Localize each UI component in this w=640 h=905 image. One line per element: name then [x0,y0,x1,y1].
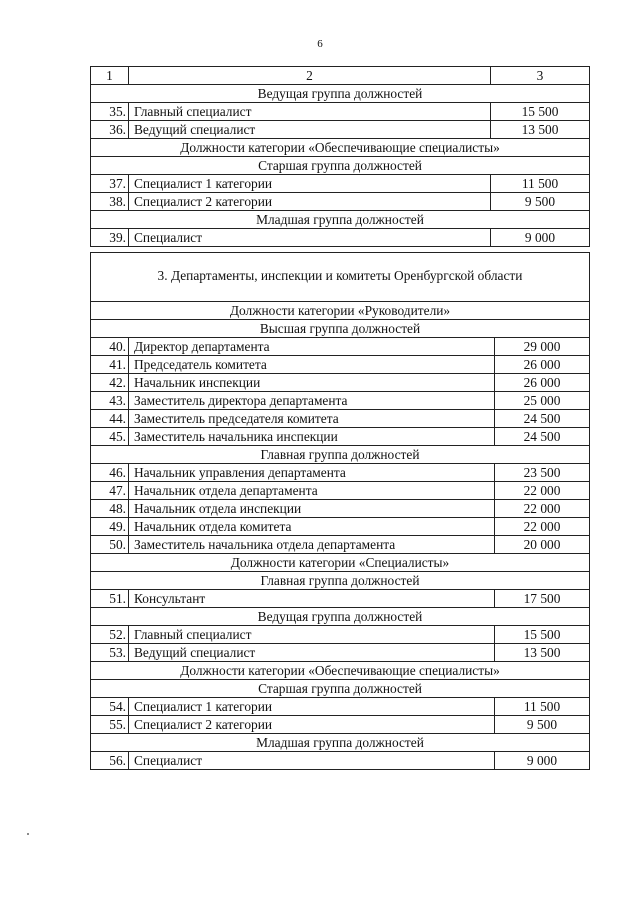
scan-speck [27,833,29,835]
salary-amount: 9 000 [491,229,590,247]
salary-amount: 11 500 [491,175,590,193]
row-number: 46. [91,464,129,482]
salary-amount: 15 500 [491,103,590,121]
group-heading: Ведущая группа должностей [91,608,590,626]
section-title: 3. Департаменты, инспекции и комитеты Оренбургской области [91,253,590,299]
departments-salary-table [90,252,590,770]
position-row [91,500,590,518]
row-number: 39. [91,229,129,247]
row-number: 45. [91,428,129,446]
position-row [91,103,590,121]
position-name: Ведущий специалист [129,644,495,662]
group-heading: Старшая группа должностей [91,680,590,698]
salary-amount: 26 000 [495,356,590,374]
position-row [91,536,590,554]
salary-amount: 29 000 [495,338,590,356]
group-heading: Должности категории «Специалисты» [91,554,590,572]
page-number: 6 [317,38,323,50]
group-heading-row [91,139,590,157]
position-name: Главный специалист [129,626,495,644]
section-title-row [91,253,590,299]
row-number: 40. [91,338,129,356]
salary-amount: 11 500 [495,698,590,716]
position-name: Директор департамента [129,338,495,356]
row-number: 43. [91,392,129,410]
position-name: Начальник отдела комитета [129,518,495,536]
group-heading: Главная группа должностей [91,572,590,590]
position-name: Заместитель начальника инспекции [129,428,495,446]
salary-amount: 25 000 [495,392,590,410]
row-number: 41. [91,356,129,374]
position-row [91,121,590,139]
group-heading: Младшая группа должностей [91,211,590,229]
column-number-2: 2 [129,67,491,85]
position-row [91,410,590,428]
position-name: Начальник отдела инспекции [129,500,495,518]
position-name: Начальник управления департамента [129,464,495,482]
row-number: 55. [91,716,129,734]
position-name: Начальник отдела департамента [129,482,495,500]
table2-body [91,253,590,770]
salary-amount: 26 000 [495,374,590,392]
row-number: 53. [91,644,129,662]
group-heading: Ведущая группа должностей [91,85,590,103]
row-number: 36. [91,121,129,139]
group-heading: Главная группа должностей [91,446,590,464]
position-row [91,698,590,716]
salary-amount: 9 000 [495,752,590,770]
row-number: 49. [91,518,129,536]
table1-body [91,67,590,247]
position-name: Специалист [129,229,491,247]
row-number: 48. [91,500,129,518]
column-number-1: 1 [91,67,129,85]
row-number: 35. [91,103,129,121]
group-heading-row [91,85,590,103]
position-name: Главный специалист [129,103,491,121]
salary-amount: 22 000 [495,482,590,500]
position-name: Ведущий специалист [129,121,491,139]
row-number: 47. [91,482,129,500]
group-heading-row [91,662,590,680]
group-heading-row [91,446,590,464]
row-number: 52. [91,626,129,644]
position-row [91,482,590,500]
group-heading-row [91,554,590,572]
salary-amount: 23 500 [495,464,590,482]
group-heading-row [91,680,590,698]
salary-amount: 22 000 [495,500,590,518]
position-row [91,590,590,608]
position-row [91,392,590,410]
group-heading-row [91,320,590,338]
row-number: 44. [91,410,129,428]
position-row [91,752,590,770]
group-heading: Высшая группа должностей [91,320,590,338]
position-name: Председатель комитета [129,356,495,374]
position-name: Специалист 1 категории [129,175,491,193]
salary-amount: 13 500 [491,121,590,139]
position-row [91,175,590,193]
row-number: 42. [91,374,129,392]
position-name: Специалист 1 категории [129,698,495,716]
position-name: Специалист 2 категории [129,193,491,211]
group-heading-row [91,572,590,590]
group-heading: Старшая группа должностей [91,157,590,175]
position-name: Начальник инспекции [129,374,495,392]
position-row [91,374,590,392]
salary-table-continued [90,66,590,247]
position-name: Заместитель директора департамента [129,392,495,410]
position-name: Заместитель начальника отдела департамента [129,536,495,554]
position-row [91,356,590,374]
group-heading: Должности категории «Руководители» [91,302,590,320]
position-row [91,193,590,211]
group-heading-row [91,734,590,752]
group-heading: Должности категории «Обеспечивающие специалисты» [91,139,590,157]
position-row [91,464,590,482]
position-name: Консультант [129,590,495,608]
salary-amount: 24 500 [495,428,590,446]
salary-amount: 9 500 [491,193,590,211]
position-row [91,338,590,356]
position-name: Специалист 2 категории [129,716,495,734]
position-name: Специалист [129,752,495,770]
salary-amount: 24 500 [495,410,590,428]
group-heading: Должности категории «Обеспечивающие специалисты» [91,662,590,680]
salary-amount: 22 000 [495,518,590,536]
row-number: 54. [91,698,129,716]
row-number: 51. [91,590,129,608]
salary-amount: 13 500 [495,644,590,662]
salary-amount: 15 500 [495,626,590,644]
salary-amount: 9 500 [495,716,590,734]
row-number: 50. [91,536,129,554]
position-name: Заместитель председателя комитета [129,410,495,428]
position-row [91,229,590,247]
group-heading-row [91,608,590,626]
column-number-row [91,67,590,85]
position-row [91,644,590,662]
group-heading-row [91,302,590,320]
salary-amount: 20 000 [495,536,590,554]
group-heading-row [91,157,590,175]
position-row [91,626,590,644]
row-number: 37. [91,175,129,193]
position-row [91,518,590,536]
group-heading: Младшая группа должностей [91,734,590,752]
salary-amount: 17 500 [495,590,590,608]
row-number: 38. [91,193,129,211]
position-row [91,716,590,734]
group-heading-row [91,211,590,229]
column-number-3: 3 [491,67,590,85]
row-number: 56. [91,752,129,770]
position-row [91,428,590,446]
